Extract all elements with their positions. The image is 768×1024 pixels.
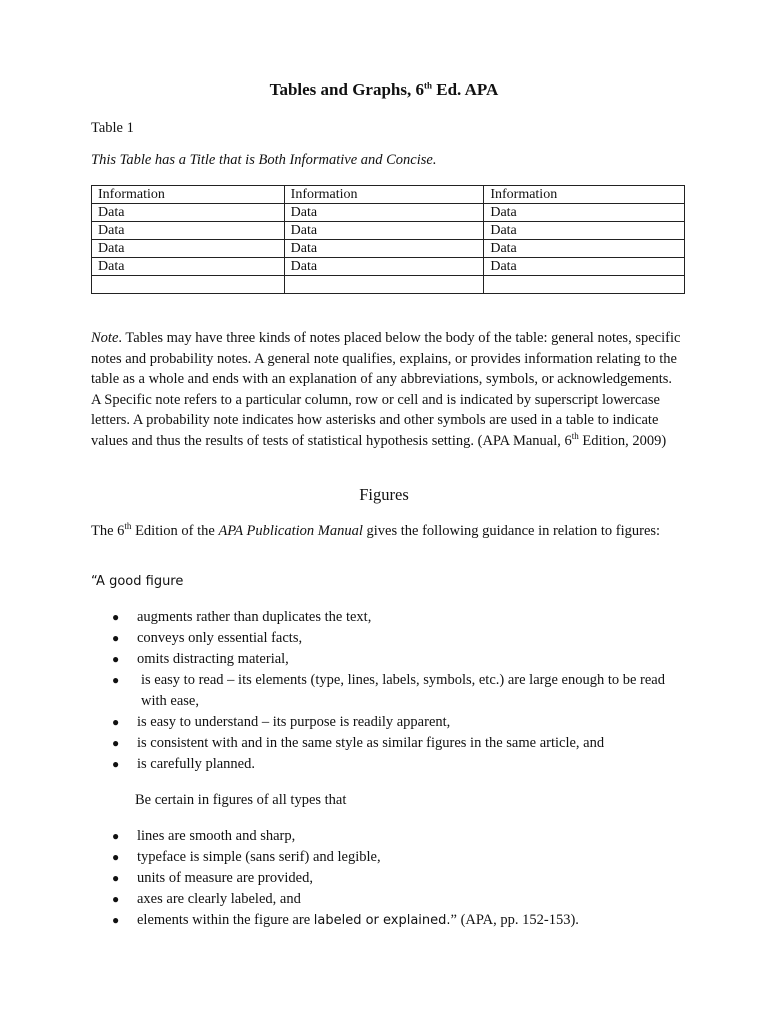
quote-opening: “A good figure: [91, 574, 184, 589]
bullet-icon: ●: [112, 757, 120, 771]
table-row: [92, 258, 685, 276]
bullet-icon: ●: [112, 736, 120, 750]
table-cell: Data: [284, 222, 484, 240]
bullet-icon: ●: [112, 673, 120, 687]
be-certain-line: Be certain in figures of all types that: [135, 792, 347, 808]
table-header-cell: Information: [92, 186, 285, 204]
bullet-icon: ●: [112, 913, 120, 927]
figures-intro-paragraph: The 6th Edition of the APA Publication Manual gives the following guidance in relation to figures:: [91, 521, 661, 539]
table-cell: [92, 276, 285, 294]
table-cell: Data: [484, 204, 685, 222]
table-header-cell: Information: [484, 186, 685, 204]
table-cell: Data: [92, 204, 285, 222]
list-item: ● omits distracting material,: [0, 649, 667, 670]
list-item: ● typeface is simple (sans serif) and legible,: [0, 847, 667, 868]
bullet-icon: ●: [112, 652, 120, 666]
page-title: Tables and Graphs, 6th Ed. APA: [269, 80, 499, 99]
list-item: ● is easy to understand – its purpose is readily apparent,: [0, 712, 667, 733]
table-row-empty: [92, 276, 685, 294]
bullet-icon: ●: [112, 631, 120, 645]
list-item: ● elements within the figure are labeled or explained.” (APA, pp. 152-153).: [0, 910, 667, 931]
table-cell: Data: [92, 258, 285, 276]
list-item: ● is easy to read – its elements (type, lines, labels, symbols, etc.) are large enough to be read with ease,: [112, 672, 665, 709]
list-item: ● is carefully planned.: [0, 754, 667, 775]
table-cell: [284, 276, 484, 294]
note-label: Note: [91, 330, 119, 346]
table-row: [92, 240, 685, 258]
table-cell: Data: [484, 222, 685, 240]
table-row: [92, 204, 685, 222]
bullet-icon: ●: [112, 850, 120, 864]
table-cell: Data: [92, 240, 285, 258]
data-table: [91, 185, 685, 294]
list-item: ● lines are smooth and sharp,: [0, 826, 667, 847]
bullet-icon: ●: [112, 892, 120, 906]
section-heading-figures: Figures: [359, 485, 409, 504]
table-cell: Data: [284, 204, 484, 222]
list-item: ● augments rather than duplicates the text,: [0, 607, 667, 628]
note-text: . Tables may have three kinds of notes placed below the body of the table: general notes, specific notes and probability notes. A general note qualifies, explains, or provides information relating to the table as a whole and ends with an explanation of any abbreviations, symbols, or acknowledgements. A Specific note refers to a particular column, row or cell and is indicated by superscript lowercase letters. A probability note indicates how asterisks and other symbols are used in a table to indicate values and thus the results of tests of statistical hypothesis setting. (APA Manual, 6: [91, 330, 681, 449]
figure-requirements-list: [0, 826, 667, 931]
table-header-row: [92, 186, 685, 204]
table-note: Note. Tables may have three kinds of notes placed below the body of the table: general notes, specific notes and probability notes. A general note qualifies, explains, or provides information relating to the table as a whole and ends with an explanation of any abbreviations, symbols, or acknowledgements. A Specific note refers to a particular column, row or cell and is indicated by superscript lowercase letters. A probability note indicates how asterisks and other symbols are used in a table to indicate values and thus the results of tests of statistical hypothesis setting. (APA Manual, 6th Edition, 2009): [91, 330, 681, 449]
list-item: ● conveys only essential facts,: [0, 628, 667, 649]
table-cell: Data: [484, 258, 685, 276]
table-header-cell: Information: [284, 186, 484, 204]
table-label: Table 1: [91, 120, 134, 136]
table-cell: [484, 276, 685, 294]
table-cell: Data: [284, 258, 484, 276]
table-caption: This Table has a Title that is Both Informative and Concise.: [91, 152, 437, 168]
list-item: ● axes are clearly labeled, and: [0, 889, 667, 910]
good-figure-list: [0, 607, 671, 775]
table-cell: Data: [92, 222, 285, 240]
table-cell: Data: [284, 240, 484, 258]
bullet-icon: ●: [112, 610, 120, 624]
list-item: ● units of measure are provided,: [0, 868, 667, 889]
bullet-icon: ●: [112, 715, 120, 729]
bullet-icon: ●: [112, 829, 120, 843]
list-item: ● is consistent with and in the same style as similar figures in the same article, and: [0, 733, 667, 754]
table-cell: Data: [484, 240, 685, 258]
table-row: [92, 222, 685, 240]
bullet-icon: ●: [112, 871, 120, 885]
